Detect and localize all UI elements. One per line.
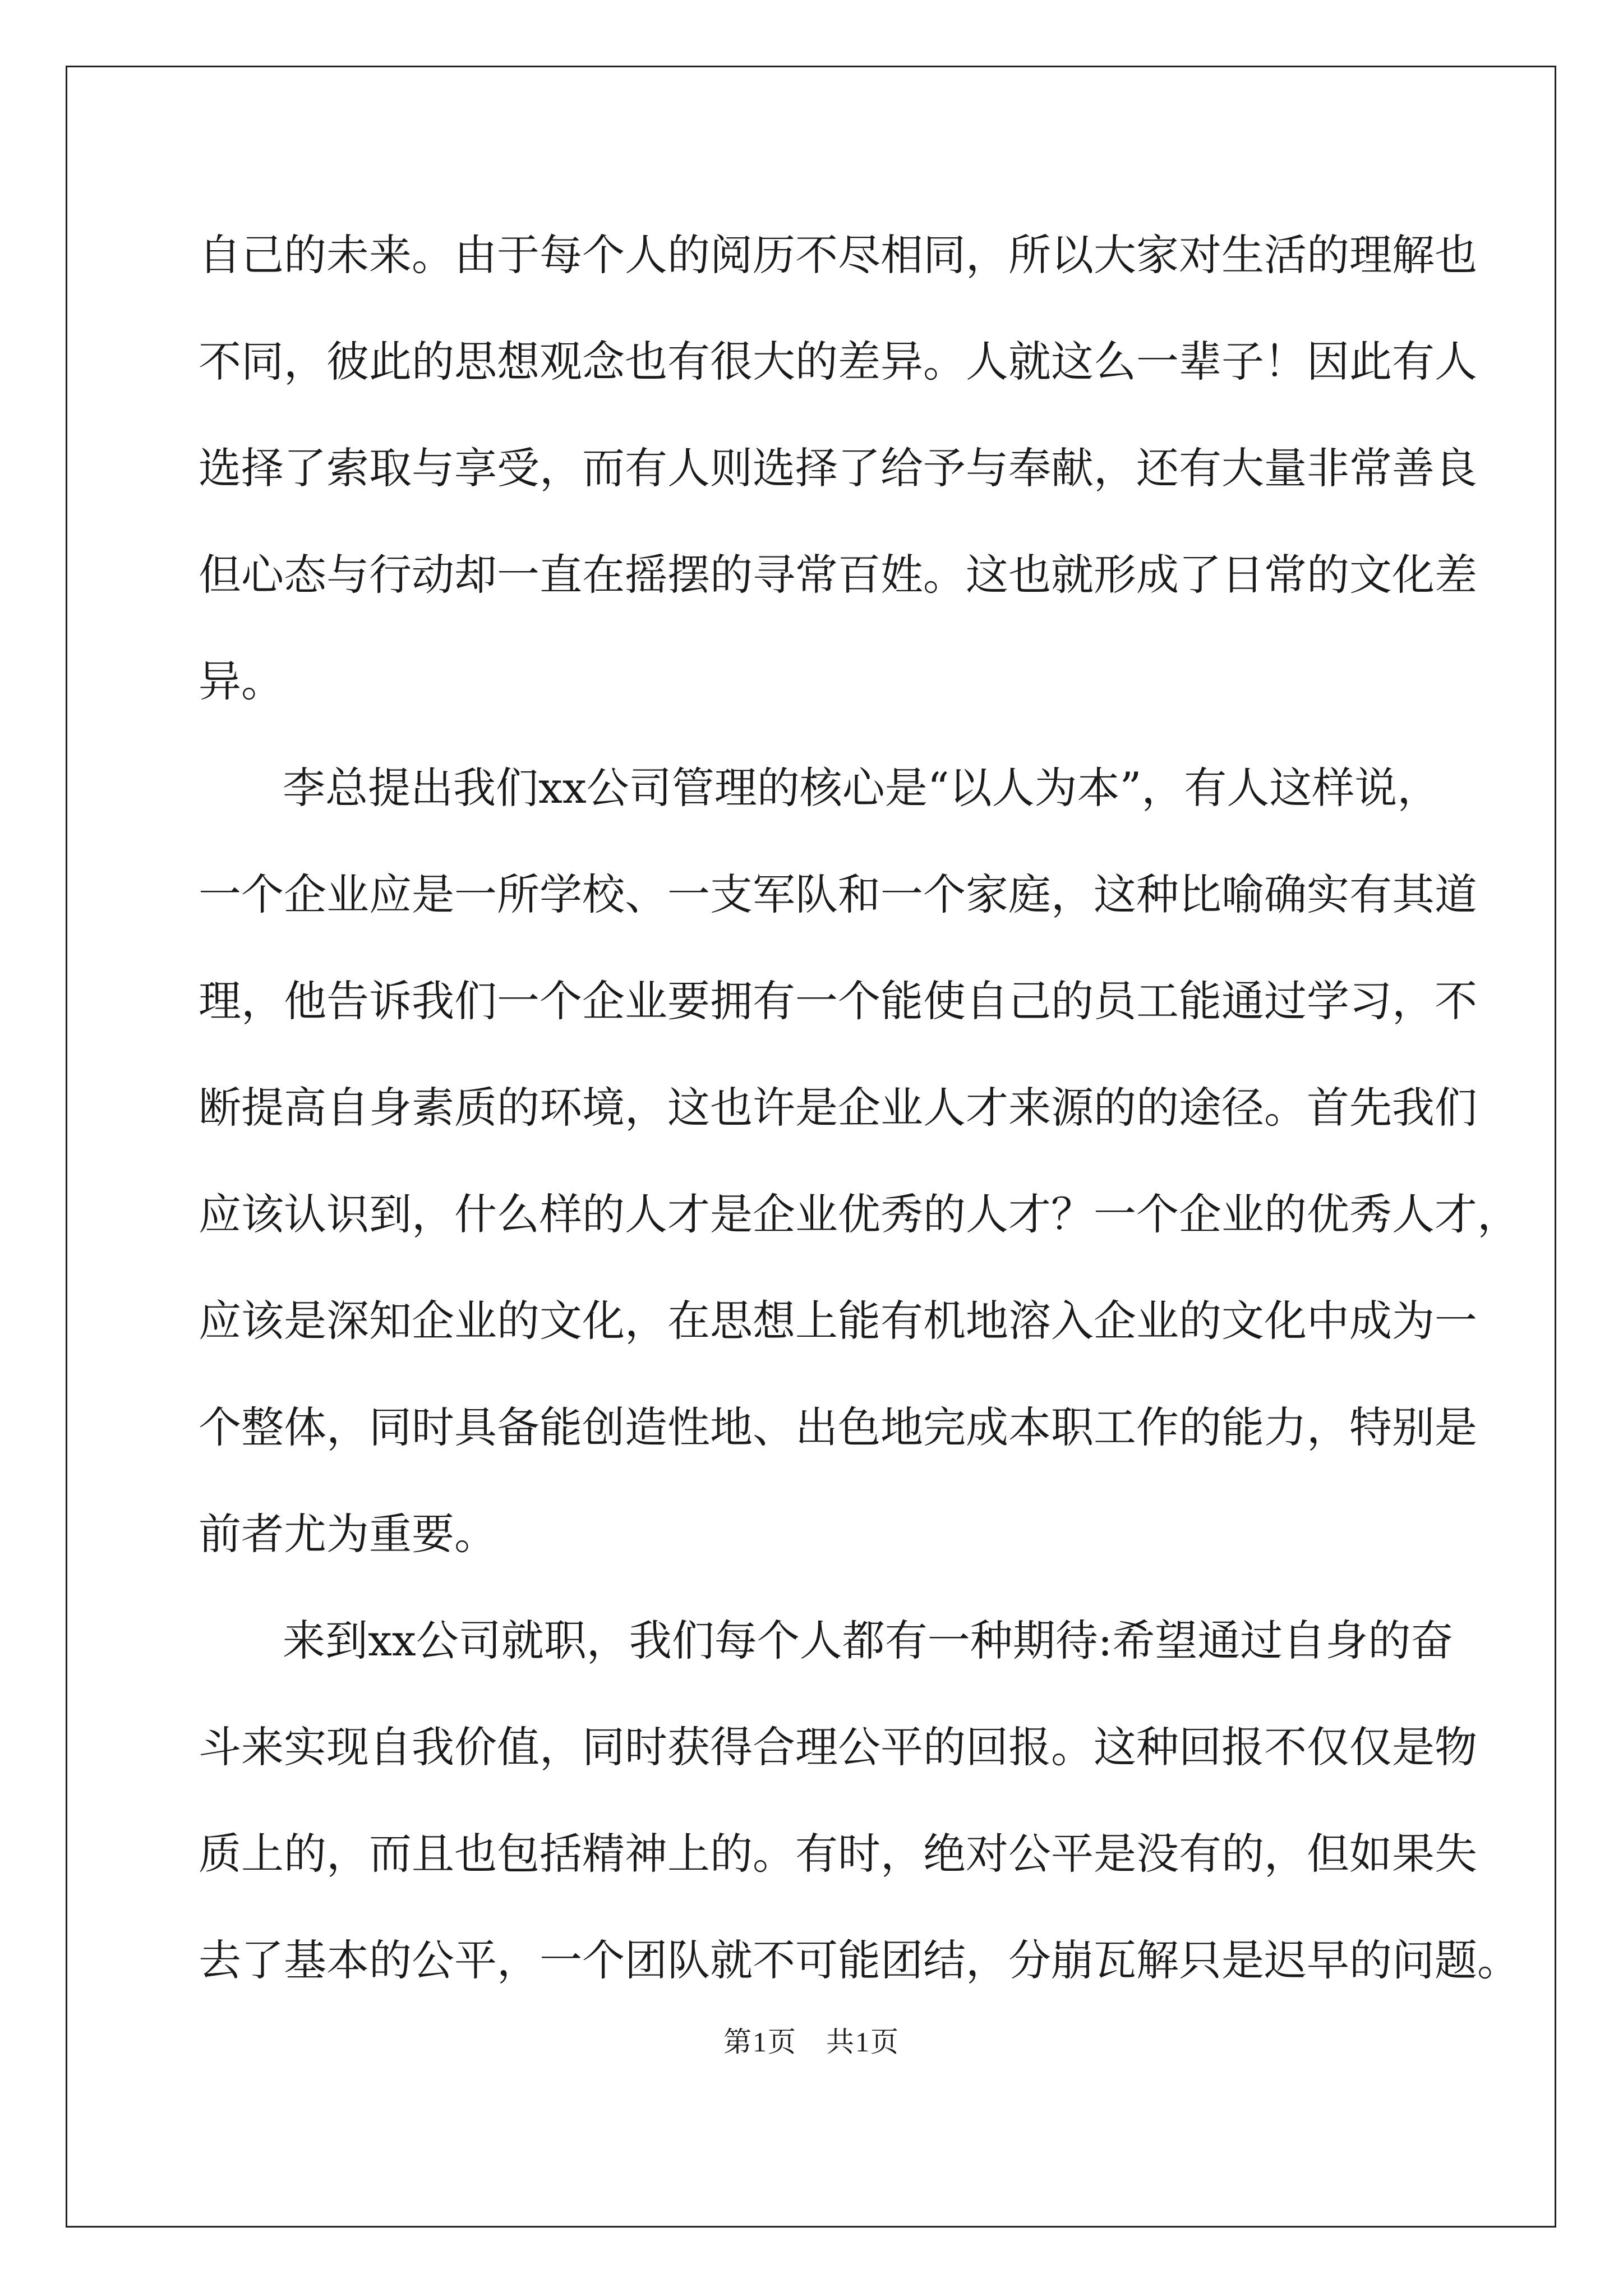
text-line: 异。: [199, 656, 284, 706]
text-line: 李总提出我们xx公司管理的核心是“以人为本”，有人这样说，: [283, 763, 1440, 813]
text-line: 前者尤为重要。: [199, 1509, 497, 1559]
text-line: 个整体，同时具备能创造性地、出色地完成本职工作的能力，特别是: [199, 1402, 1477, 1452]
text-line: 质上的，而且也包括精神上的。有时，绝对公平是没有的，但如果失: [199, 1829, 1477, 1879]
text-line: 来到xx公司就职，我们每个人都有一种期待:希望通过自身的奋: [283, 1616, 1454, 1665]
text-line: 应该是深知企业的文化，在思想上能有机地溶入企业的文化中成为一: [199, 1296, 1477, 1346]
text-line: 自己的未来。由于每个人的阅历不尽相同，所以大家对生活的理解也: [199, 230, 1477, 280]
text-line: 但心态与行动却一直在摇摆的寻常百姓。这也就形成了日常的文化差: [199, 550, 1477, 600]
text-line: 一个企业应是一所学校、一支军队和一个家庭，这种比喻确实有其道: [199, 869, 1477, 919]
text-line: 斗来实现自我价值，同时获得合理公平的回报。这种回报不仅仅是物: [199, 1722, 1477, 1772]
text-line: 去了基本的公平，一个团队就不可能团结，分崩瓦解只是迟早的问题。: [199, 1935, 1520, 1985]
text-line: 选择了索取与享受，而有人则选择了给予与奉献，还有大量非常善良: [199, 443, 1477, 493]
text-line: 应该认识到，什么样的人才是企业优秀的人才？一个企业的优秀人才，: [199, 1189, 1520, 1239]
page-number-footer: 第1页 共1页: [723, 2026, 900, 2058]
text-line: 不同，彼此的思想观念也有很大的差异。人就这么一辈子！因此有人: [199, 337, 1477, 386]
text-line: 断提高自身素质的环境，这也许是企业人才来源的的途径。首先我们: [199, 1083, 1477, 1133]
text-line: 理，他告诉我们一个企业要拥有一个能使自己的员工能通过学习，不: [199, 976, 1477, 1026]
document-body: [199, 213, 1520, 2025]
